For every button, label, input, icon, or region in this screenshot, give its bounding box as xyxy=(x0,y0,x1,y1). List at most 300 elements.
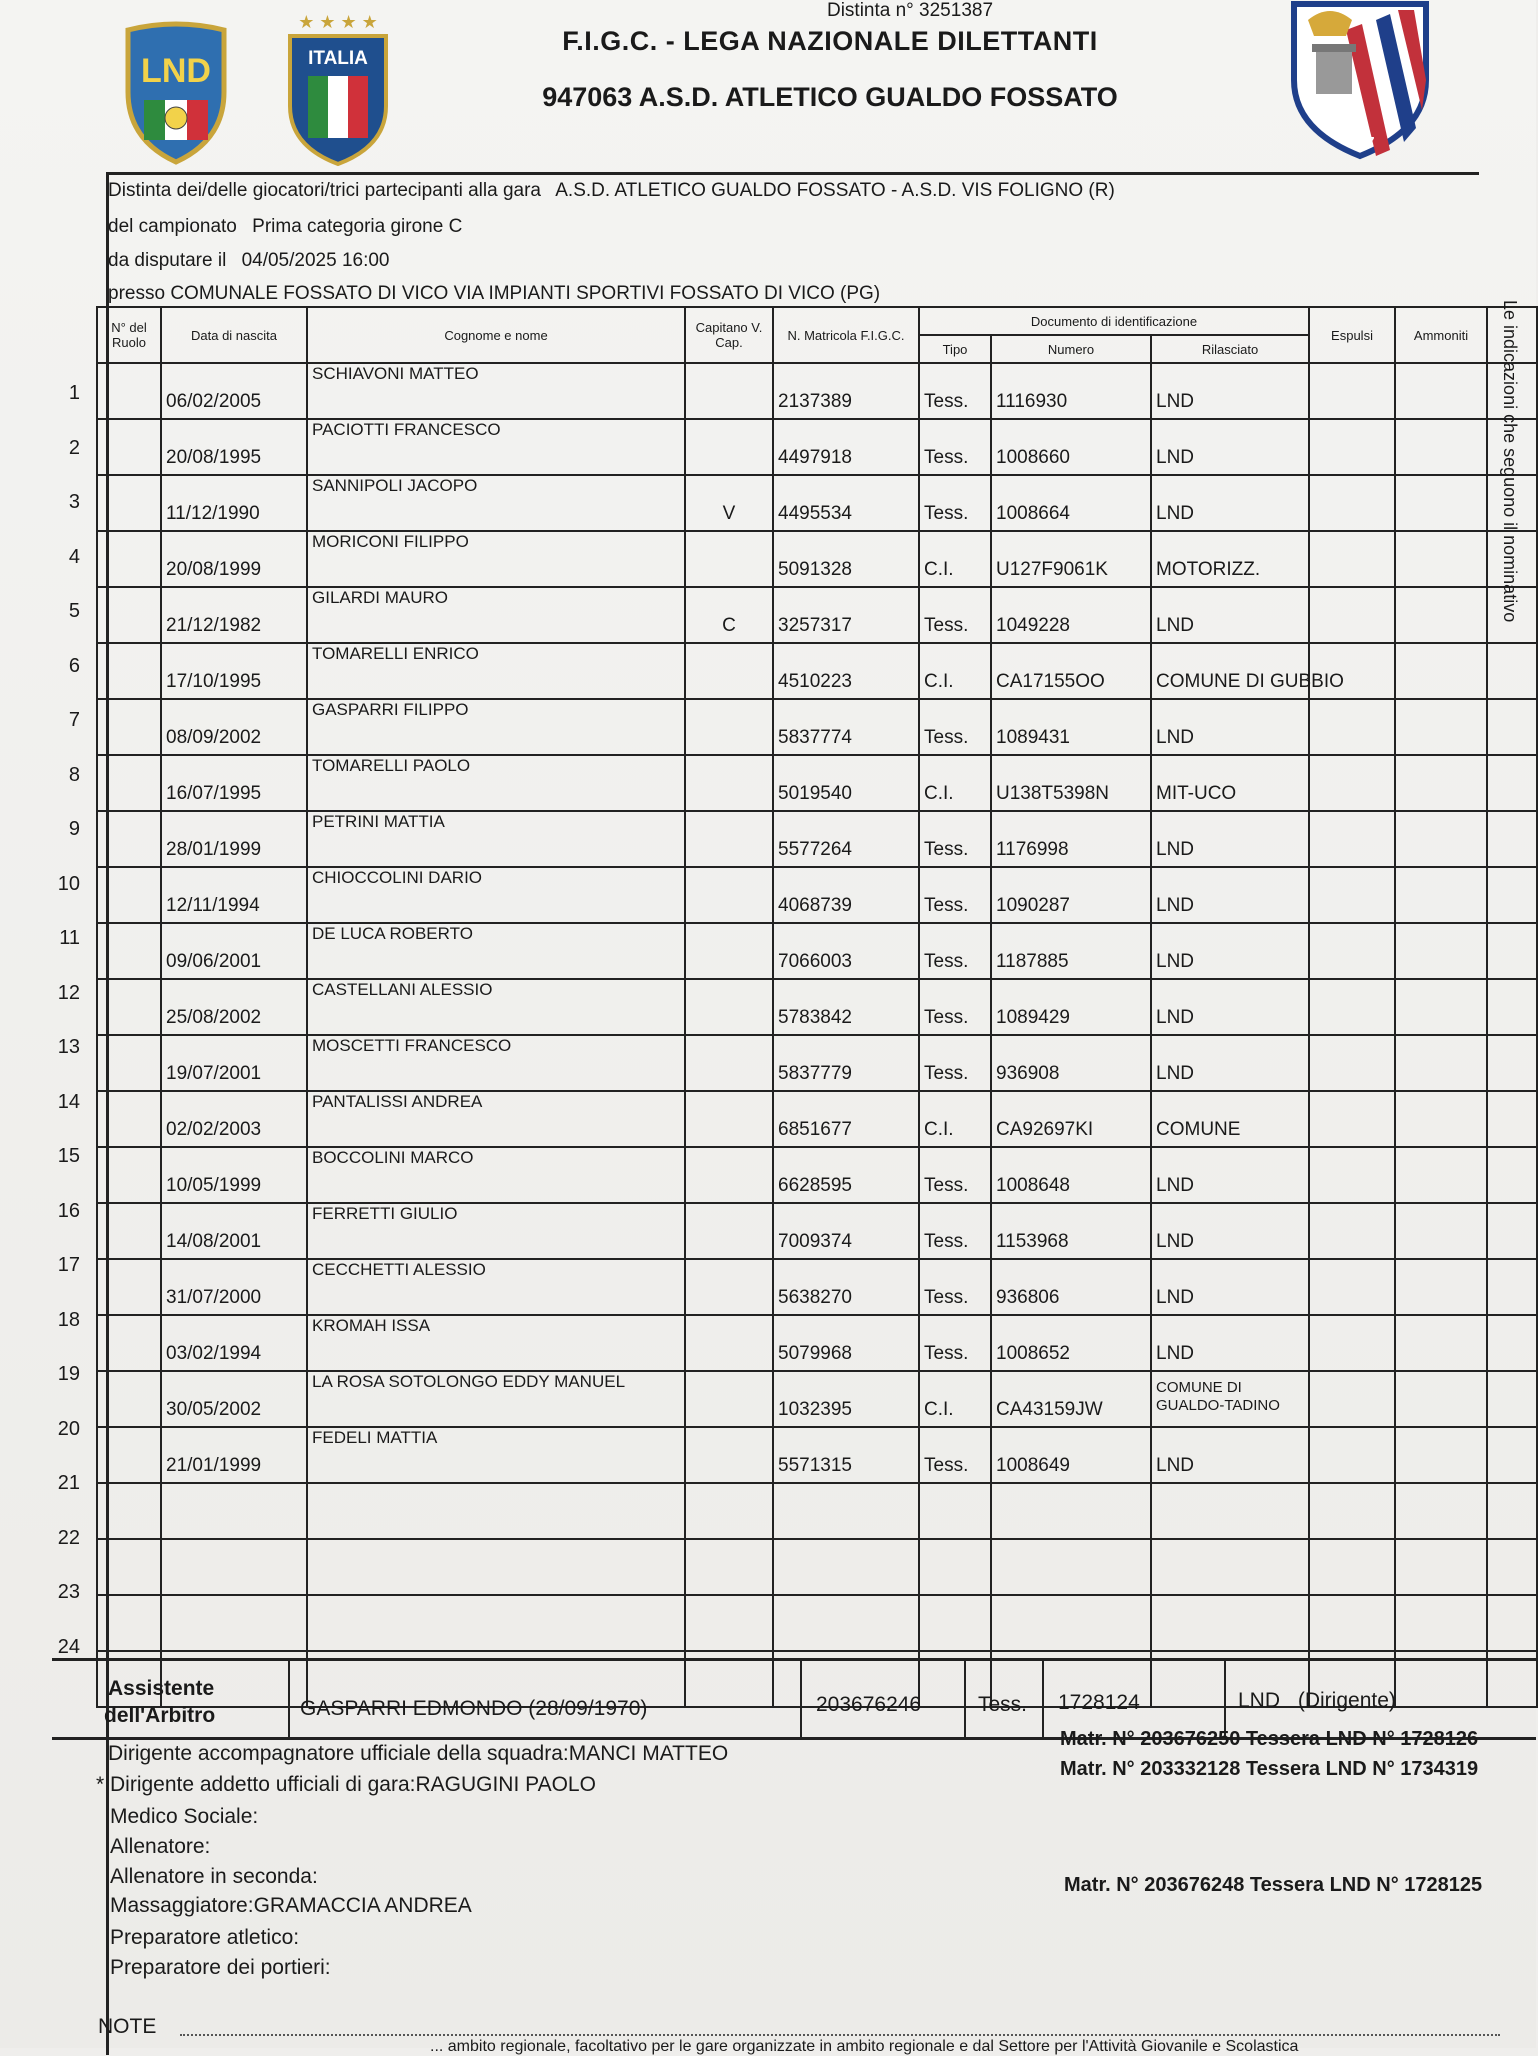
assistant-label-line1: Assistente xyxy=(108,1677,215,1700)
player-doc-rilasciato: MOTORIZZ. xyxy=(1151,531,1309,587)
assistant-label-line2: dell'Arbitro xyxy=(104,1704,216,1727)
row-number: 13 xyxy=(57,1036,80,1058)
player-doc-tipo xyxy=(919,1595,991,1651)
player-row xyxy=(97,867,1537,923)
player-extra xyxy=(1487,1259,1537,1315)
player-extra xyxy=(1487,1427,1537,1483)
player-name: PACIOTTI FRANCESCO xyxy=(307,419,685,475)
player-doc-numero: CA17155OO xyxy=(991,643,1151,699)
assistant-numero: 1728124 xyxy=(1058,1691,1140,1714)
player-captain xyxy=(685,1203,773,1259)
player-dob: 11/12/1990 xyxy=(161,475,307,531)
player-ruolo xyxy=(97,1315,161,1371)
player-captain: C xyxy=(685,587,773,643)
row-number: 23 xyxy=(57,1581,80,1603)
player-doc-numero: 1008660 xyxy=(991,419,1151,475)
player-dob: 09/06/2001 xyxy=(161,923,307,979)
matr-addetto: Matr. N° 203332128 Tessera LND N° 1734319 xyxy=(1060,1758,1479,1780)
player-espulsi xyxy=(1309,1595,1395,1651)
player-doc-rilasciato: LND xyxy=(1151,1427,1309,1483)
player-espulsi xyxy=(1309,419,1395,475)
staff-medico: Medico Sociale: xyxy=(110,1805,259,1828)
assistant-divider xyxy=(964,1661,966,1737)
player-ammoniti xyxy=(1395,1371,1487,1427)
player-name: CASTELLANI ALESSIO xyxy=(307,979,685,1035)
player-ruolo xyxy=(97,811,161,867)
player-espulsi xyxy=(1309,1315,1395,1371)
player-dob: 25/08/2002 xyxy=(161,979,307,1035)
staff-accompagnatore: Dirigente accompagnatore ufficiale della squadra:MANCI MATTEO xyxy=(108,1742,729,1765)
player-espulsi xyxy=(1309,923,1395,979)
player-name: BOCCOLINI MARCO xyxy=(307,1147,685,1203)
player-espulsi xyxy=(1309,755,1395,811)
row-number: 17 xyxy=(57,1254,80,1276)
player-ruolo xyxy=(97,1259,161,1315)
player-matricola: 5837779 xyxy=(773,1035,919,1091)
venue-label: presso xyxy=(108,283,166,304)
player-doc-rilasciato: LND xyxy=(1151,923,1309,979)
player-ruolo xyxy=(97,363,161,419)
row-number: 1 xyxy=(68,382,80,404)
col-numero-header: Numero xyxy=(991,335,1151,363)
player-espulsi xyxy=(1309,587,1395,643)
player-matricola: 5019540 xyxy=(773,755,919,811)
player-ammoniti xyxy=(1395,1091,1487,1147)
row-number: 7 xyxy=(68,709,80,731)
staff-preparatore-portieri: Preparatore dei portieri: xyxy=(110,1956,331,1979)
player-extra xyxy=(1487,1371,1537,1427)
player-doc-rilasciato: COMUNE xyxy=(1151,1091,1309,1147)
player-name: TOMARELLI PAOLO xyxy=(307,755,685,811)
player-espulsi xyxy=(1309,1147,1395,1203)
player-dob: 20/08/1995 xyxy=(161,419,307,475)
staff-massaggiatore: Massaggiatore:GRAMACCIA ANDREA xyxy=(110,1894,472,1917)
row-number: 14 xyxy=(57,1090,80,1113)
player-espulsi xyxy=(1309,1539,1395,1595)
player-ruolo xyxy=(97,1091,161,1147)
player-ruolo xyxy=(97,1035,161,1091)
player-dob: 06/02/2005 xyxy=(161,363,307,419)
player-matricola: 6628595 xyxy=(773,1147,919,1203)
col-espulsi-header: Espulsi xyxy=(1309,307,1395,363)
player-ammoniti xyxy=(1395,867,1487,923)
player-espulsi xyxy=(1309,979,1395,1035)
player-row xyxy=(97,1091,1537,1147)
player-doc-tipo xyxy=(919,1539,991,1595)
player-doc-rilasciato xyxy=(1151,1483,1309,1539)
player-doc-numero: 1089431 xyxy=(991,699,1151,755)
player-name: KROMAH ISSA xyxy=(307,1315,685,1371)
player-matricola: 6851677 xyxy=(773,1091,919,1147)
player-captain xyxy=(685,699,773,755)
player-doc-numero: CA92697KI xyxy=(991,1091,1151,1147)
player-doc-numero: U127F9061K xyxy=(991,531,1151,587)
player-row xyxy=(97,699,1537,755)
col-nascita-header: Data di nascita xyxy=(161,307,307,363)
match-line-label: Distinta dei/delle giocatori/trici partecipanti alla gara xyxy=(108,180,542,201)
player-extra xyxy=(1487,755,1537,811)
player-matricola: 5079968 xyxy=(773,1315,919,1371)
player-doc-rilasciato: MIT-UCO xyxy=(1151,755,1309,811)
player-captain xyxy=(685,1371,773,1427)
player-extra xyxy=(1487,1595,1537,1651)
player-ammoniti xyxy=(1395,1427,1487,1483)
staff-addetto: * Dirigente addetto ufficiali di gara:RAGUGINI PAOLO xyxy=(96,1773,596,1796)
player-name: LA ROSA SOTOLONGO EDDY MANUEL xyxy=(307,1371,685,1427)
player-captain xyxy=(685,1259,773,1315)
assistant-tipo: Tess. xyxy=(978,1693,1028,1716)
player-doc-tipo: Tess. xyxy=(919,1315,991,1371)
player-captain xyxy=(685,1091,773,1147)
player-matricola: 5638270 xyxy=(773,1259,919,1315)
player-dob: 08/09/2002 xyxy=(161,699,307,755)
championship-label: del campionato xyxy=(108,216,237,237)
player-doc-tipo: C.I. xyxy=(919,643,991,699)
player-captain xyxy=(685,811,773,867)
venue-line xyxy=(108,283,880,305)
player-captain xyxy=(685,1539,773,1595)
lnd-logo-icon xyxy=(122,22,230,167)
player-doc-rilasciato: LND xyxy=(1151,1147,1309,1203)
col-capitano-header: Capitano V. Cap. xyxy=(685,307,773,363)
player-doc-tipo: Tess. xyxy=(919,1203,991,1259)
player-dob xyxy=(161,1595,307,1651)
player-name: CHIOCCOLINI DARIO xyxy=(307,867,685,923)
player-dob: 10/05/1999 xyxy=(161,1147,307,1203)
player-matricola: 4068739 xyxy=(773,867,919,923)
venue-value: COMUNALE FOSSATO DI VICO VIA IMPIANTI SPORTIVI FOSSATO DI VICO (PG) xyxy=(170,283,881,304)
col-matricola-header: N. Matricola F.I.G.C. xyxy=(773,307,919,363)
player-doc-numero: 1089429 xyxy=(991,979,1151,1035)
player-doc-tipo: C.I. xyxy=(919,531,991,587)
player-row xyxy=(97,475,1537,531)
player-row xyxy=(97,1595,1537,1651)
player-extra xyxy=(1487,867,1537,923)
player-doc-tipo: Tess. xyxy=(919,1259,991,1315)
player-ruolo xyxy=(97,1147,161,1203)
player-ruolo xyxy=(97,1483,161,1539)
player-doc-tipo: Tess. xyxy=(919,475,991,531)
player-doc-rilasciato: LND xyxy=(1151,811,1309,867)
footer-text: ... ambito regionale, facoltativo per le gare organizzate in ambito regionale e dal Settore per l'Attività Giovanile e Scolastica xyxy=(430,2038,1299,2055)
player-name: MORICONI FILIPPO xyxy=(307,531,685,587)
player-ammoniti xyxy=(1395,363,1487,419)
row-number: 2 xyxy=(68,436,80,459)
player-name: TOMARELLI ENRICO xyxy=(307,643,685,699)
player-captain xyxy=(685,419,773,475)
player-ammoniti xyxy=(1395,1147,1487,1203)
player-ammoniti xyxy=(1395,1483,1487,1539)
row-number: 5 xyxy=(68,600,80,622)
player-row xyxy=(97,811,1537,867)
player-ammoniti xyxy=(1395,755,1487,811)
player-ruolo xyxy=(97,1595,161,1651)
player-row xyxy=(97,923,1537,979)
player-doc-rilasciato: LND xyxy=(1151,475,1309,531)
player-row xyxy=(97,1203,1537,1259)
assistant-divider xyxy=(288,1661,290,1737)
assistant-rilasciato xyxy=(1238,1689,1396,1713)
player-row xyxy=(97,1427,1537,1483)
player-doc-tipo: Tess. xyxy=(919,867,991,923)
player-dob: 16/07/1995 xyxy=(161,755,307,811)
row-number: 4 xyxy=(68,545,80,568)
player-doc-numero: 1187885 xyxy=(991,923,1151,979)
player-row xyxy=(97,419,1537,475)
player-name: SANNIPOLI JACOPO xyxy=(307,475,685,531)
player-matricola: 5577264 xyxy=(773,811,919,867)
row-number: 20 xyxy=(57,1417,80,1440)
player-doc-numero xyxy=(991,1539,1151,1595)
row-number: 3 xyxy=(68,491,80,513)
player-ammoniti xyxy=(1395,1315,1487,1371)
player-doc-tipo: Tess. xyxy=(919,419,991,475)
player-ammoniti xyxy=(1395,643,1487,699)
row-number: 21 xyxy=(57,1472,80,1494)
player-dob: 14/08/2001 xyxy=(161,1203,307,1259)
assistant-label xyxy=(56,1675,215,1729)
player-dob: 12/11/1994 xyxy=(161,867,307,923)
player-doc-rilasciato xyxy=(1151,1539,1309,1595)
player-doc-numero: 1153968 xyxy=(991,1203,1151,1259)
player-name: CECCHETTI ALESSIO xyxy=(307,1259,685,1315)
player-row xyxy=(97,363,1537,419)
player-dob: 31/07/2000 xyxy=(161,1259,307,1315)
distinta-number: Distinta n° 3251387 xyxy=(826,0,994,21)
player-dob: 02/02/2003 xyxy=(161,1091,307,1147)
player-espulsi xyxy=(1309,1091,1395,1147)
player-extra xyxy=(1487,1315,1537,1371)
player-matricola: 5091328 xyxy=(773,531,919,587)
col-tipo-header: Tipo xyxy=(919,335,991,363)
player-doc-rilasciato: LND xyxy=(1151,419,1309,475)
player-row xyxy=(97,1539,1537,1595)
assistant-divider xyxy=(1042,1661,1044,1737)
player-doc-tipo: Tess. xyxy=(919,1427,991,1483)
player-captain xyxy=(685,1315,773,1371)
player-ruolo xyxy=(97,979,161,1035)
player-extra xyxy=(1487,811,1537,867)
championship-line xyxy=(108,216,462,238)
player-doc-rilasciato: COMUNE DI GUBBIO xyxy=(1151,643,1309,699)
player-ammoniti xyxy=(1395,419,1487,475)
player-extra xyxy=(1487,1091,1537,1147)
player-captain xyxy=(685,979,773,1035)
federation-title: F.I.G.C. - LEGA NAZIONALE DILETTANTI xyxy=(562,26,1098,56)
player-ammoniti xyxy=(1395,923,1487,979)
player-name: GILARDI MAURO xyxy=(307,587,685,643)
player-ammoniti xyxy=(1395,475,1487,531)
assistant-role: (Dirigente) xyxy=(1297,1689,1396,1712)
player-extra xyxy=(1487,1483,1537,1539)
player-row xyxy=(97,1483,1537,1539)
staff-preparatore-atletico: Preparatore atletico: xyxy=(110,1926,300,1949)
player-dob: 03/02/1994 xyxy=(161,1315,307,1371)
player-ruolo xyxy=(97,1203,161,1259)
player-espulsi xyxy=(1309,1203,1395,1259)
table-header-row xyxy=(97,307,1537,335)
player-doc-rilasciato: LND xyxy=(1151,699,1309,755)
player-matricola xyxy=(773,1595,919,1651)
player-ammoniti xyxy=(1395,811,1487,867)
player-doc-rilasciato: LND xyxy=(1151,1315,1309,1371)
row-number: 9 xyxy=(68,818,80,840)
player-doc-tipo: Tess. xyxy=(919,1035,991,1091)
player-doc-rilasciato: LND xyxy=(1151,1203,1309,1259)
row-number: 15 xyxy=(57,1145,80,1167)
player-row xyxy=(97,1259,1537,1315)
player-extra xyxy=(1487,923,1537,979)
player-matricola: 5571315 xyxy=(773,1427,919,1483)
row-number: 12 xyxy=(57,981,80,1004)
player-extra xyxy=(1487,1203,1537,1259)
player-captain xyxy=(685,923,773,979)
player-doc-numero: 1090287 xyxy=(991,867,1151,923)
player-ammoniti xyxy=(1395,1035,1487,1091)
player-row xyxy=(97,643,1537,699)
player-matricola: 7066003 xyxy=(773,923,919,979)
col-rilasciato-header: Rilasciato xyxy=(1151,335,1309,363)
player-name: PANTALISSI ANDREA xyxy=(307,1091,685,1147)
player-ruolo xyxy=(97,755,161,811)
assistant-divider xyxy=(1224,1661,1226,1737)
row-number: 10 xyxy=(57,872,80,895)
assistant-name: GASPARRI EDMONDO (28/09/1970) xyxy=(300,1697,648,1720)
player-espulsi xyxy=(1309,1427,1395,1483)
player-doc-tipo: Tess. xyxy=(919,699,991,755)
player-dob xyxy=(161,1539,307,1595)
player-row xyxy=(97,1035,1537,1091)
player-ruolo xyxy=(97,419,161,475)
player-captain xyxy=(685,1483,773,1539)
svg-text:★ ★ ★ ★: ★ ★ ★ ★ xyxy=(298,12,378,32)
player-extra xyxy=(1487,979,1537,1035)
player-ruolo xyxy=(97,1371,161,1427)
player-doc-tipo: Tess. xyxy=(919,979,991,1035)
player-espulsi xyxy=(1309,1371,1395,1427)
player-doc-tipo: Tess. xyxy=(919,1147,991,1203)
col-documento-header: Documento di identificazione xyxy=(919,307,1309,335)
player-doc-numero: 1008652 xyxy=(991,1315,1151,1371)
player-ammoniti xyxy=(1395,531,1487,587)
player-doc-tipo: C.I. xyxy=(919,755,991,811)
row-number: 6 xyxy=(68,654,80,677)
assistant-ril-value: LND xyxy=(1238,1689,1281,1712)
player-ammoniti xyxy=(1395,1539,1487,1595)
player-dob: 20/08/1999 xyxy=(161,531,307,587)
player-doc-rilasciato: LND xyxy=(1151,1259,1309,1315)
player-doc-tipo xyxy=(919,1483,991,1539)
player-name xyxy=(307,1483,685,1539)
player-ammoniti xyxy=(1395,1595,1487,1651)
player-doc-numero xyxy=(991,1595,1151,1651)
player-doc-numero: 936908 xyxy=(991,1035,1151,1091)
player-captain xyxy=(685,755,773,811)
player-doc-rilasciato: COMUNE DI GUALDO-TADINO xyxy=(1151,1371,1309,1427)
match-line xyxy=(108,180,1115,202)
date-label: da disputare il xyxy=(108,250,227,271)
player-row xyxy=(97,1315,1537,1371)
player-row xyxy=(97,979,1537,1035)
player-espulsi xyxy=(1309,1035,1395,1091)
player-doc-numero: 936806 xyxy=(991,1259,1151,1315)
player-name: DE LUCA ROBERTO xyxy=(307,923,685,979)
row-number: 24 xyxy=(57,1635,80,1658)
player-row xyxy=(97,755,1537,811)
player-row xyxy=(97,531,1537,587)
player-matricola: 7009374 xyxy=(773,1203,919,1259)
player-espulsi xyxy=(1309,811,1395,867)
player-matricola: 4510223 xyxy=(773,643,919,699)
row-number: 18 xyxy=(57,1308,80,1331)
club-crest-icon xyxy=(1286,0,1434,160)
match-line-value: A.S.D. ATLETICO GUALDO FOSSATO - A.S.D. VIS FOLIGNO (R) xyxy=(555,180,1115,201)
player-dob: 28/01/1999 xyxy=(161,811,307,867)
player-doc-rilasciato: LND xyxy=(1151,587,1309,643)
player-captain xyxy=(685,1427,773,1483)
note-label: NOTE xyxy=(98,2015,157,2038)
player-ruolo xyxy=(97,475,161,531)
player-matricola: 3257317 xyxy=(773,587,919,643)
player-matricola: 1032395 xyxy=(773,1371,919,1427)
player-doc-numero: U138T5398N xyxy=(991,755,1151,811)
player-name: MOSCETTI FRANCESCO xyxy=(307,1035,685,1091)
player-doc-numero: 1176998 xyxy=(991,811,1151,867)
player-matricola xyxy=(773,1539,919,1595)
player-row xyxy=(97,1371,1537,1427)
player-doc-numero: CA43159JW xyxy=(991,1371,1151,1427)
player-name: SCHIAVONI MATTEO xyxy=(307,363,685,419)
player-doc-rilasciato: LND xyxy=(1151,979,1309,1035)
player-captain xyxy=(685,1595,773,1651)
player-name: FEDELI MATTIA xyxy=(307,1427,685,1483)
player-doc-rilasciato xyxy=(1151,1595,1309,1651)
player-ruolo xyxy=(97,1427,161,1483)
col-ammoniti-header: Ammoniti xyxy=(1395,307,1487,363)
roster-table xyxy=(96,306,1538,1708)
player-doc-rilasciato: LND xyxy=(1151,363,1309,419)
staff-allenatore-seconda: Allenatore in seconda: xyxy=(110,1865,318,1888)
player-row xyxy=(97,1147,1537,1203)
player-matricola: 2137389 xyxy=(773,363,919,419)
player-captain xyxy=(685,867,773,923)
player-extra xyxy=(1487,643,1537,699)
player-doc-rilasciato: LND xyxy=(1151,1035,1309,1091)
player-espulsi xyxy=(1309,699,1395,755)
player-dob: 21/12/1982 xyxy=(161,587,307,643)
date-value: 04/05/2025 16:00 xyxy=(241,250,390,271)
staff-allenatore: Allenatore: xyxy=(110,1835,211,1858)
player-row xyxy=(97,587,1537,643)
player-ruolo xyxy=(97,923,161,979)
assistant-divider xyxy=(800,1661,802,1737)
player-ruolo xyxy=(97,1539,161,1595)
lnd-logo-text: LND xyxy=(141,52,211,90)
player-espulsi xyxy=(1309,531,1395,587)
club-crest-year: 2017 xyxy=(1345,134,1375,149)
championship-value: Prima categoria girone C xyxy=(252,216,463,237)
player-doc-numero: 1049228 xyxy=(991,587,1151,643)
row-number: 22 xyxy=(57,1526,80,1549)
date-line xyxy=(108,250,390,272)
player-ammoniti xyxy=(1395,699,1487,755)
player-ruolo xyxy=(97,867,161,923)
assistant-matricola: 203676246 xyxy=(816,1693,922,1716)
player-doc-numero: 1008649 xyxy=(991,1427,1151,1483)
player-ruolo xyxy=(97,587,161,643)
player-matricola: 4495534 xyxy=(773,475,919,531)
player-ammoniti xyxy=(1395,1259,1487,1315)
